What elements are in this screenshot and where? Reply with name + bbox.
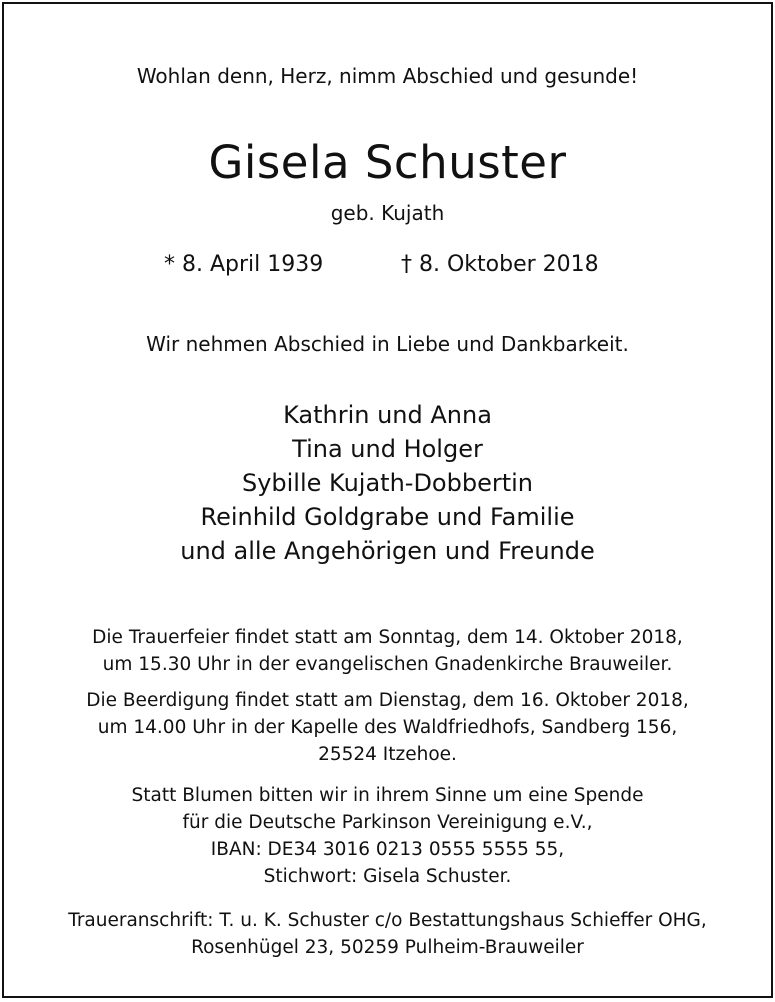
address-line: Rosenhügel 23, 50259 Pulheim-Brauweiler: [191, 937, 584, 958]
burial-line: um 14.00 Uhr in der Kapelle des Waldfriedhofs, Sandberg 156,: [97, 717, 678, 738]
mourning-address: [4, 907, 771, 961]
mourner-entry: Reinhild Goldgrabe und Familie: [200, 503, 575, 531]
mourner-entry: Sybille Kujath-Dobbertin: [241, 469, 534, 497]
service-line: Die Trauerfeier findet statt am Sonntag, dem 14. Oktober 2018,: [92, 627, 683, 648]
birth-date: * 8. April 1939: [164, 252, 324, 277]
burial-line: 25524 Itzehoe.: [318, 744, 457, 765]
donation-line: Stichwort: Gisela Schuster.: [263, 866, 512, 887]
obituary-notice: [2, 2, 773, 998]
donation-line: Statt Blumen bitten wir in ihrem Sinne um eine Spende: [131, 785, 644, 806]
address-line: Traueranschrift: T. u. K. Schuster c/o Bestattungshaus Schieffer OHG,: [68, 910, 707, 931]
funeral-service-info: [4, 624, 771, 678]
birth-name: geb. Kujath: [330, 201, 445, 225]
mourner-entry: Tina und Holger: [292, 435, 483, 463]
mourner-entry: Kathrin und Anna: [283, 401, 492, 429]
burial-info: [4, 687, 771, 768]
donation-line: IBAN: DE34 3016 0213 0555 5555 55,: [210, 839, 565, 860]
mourner-entry: und alle Angehörigen und Freunde: [180, 537, 595, 565]
death-date: † 8. Oktober 2018: [401, 252, 599, 277]
burial-line: Die Beerdigung findet statt am Dienstag, dem 16. Oktober 2018,: [86, 690, 689, 711]
donation-line: für die Deutsche Parkinson Vereinigung e.V.,: [182, 812, 593, 833]
donation-info: [4, 782, 771, 890]
motto: Wohlan denn, Herz, nimm Abschied und gesunde!: [136, 64, 639, 88]
mourners-list: [4, 398, 771, 568]
service-line: um 15.30 Uhr in der evangelischen Gnadenkirche Brauweiler.: [102, 654, 673, 675]
farewell-text: Wir nehmen Abschied in Liebe und Dankbarkeit.: [146, 332, 629, 356]
deceased-name: Gisela Schuster: [208, 136, 567, 189]
